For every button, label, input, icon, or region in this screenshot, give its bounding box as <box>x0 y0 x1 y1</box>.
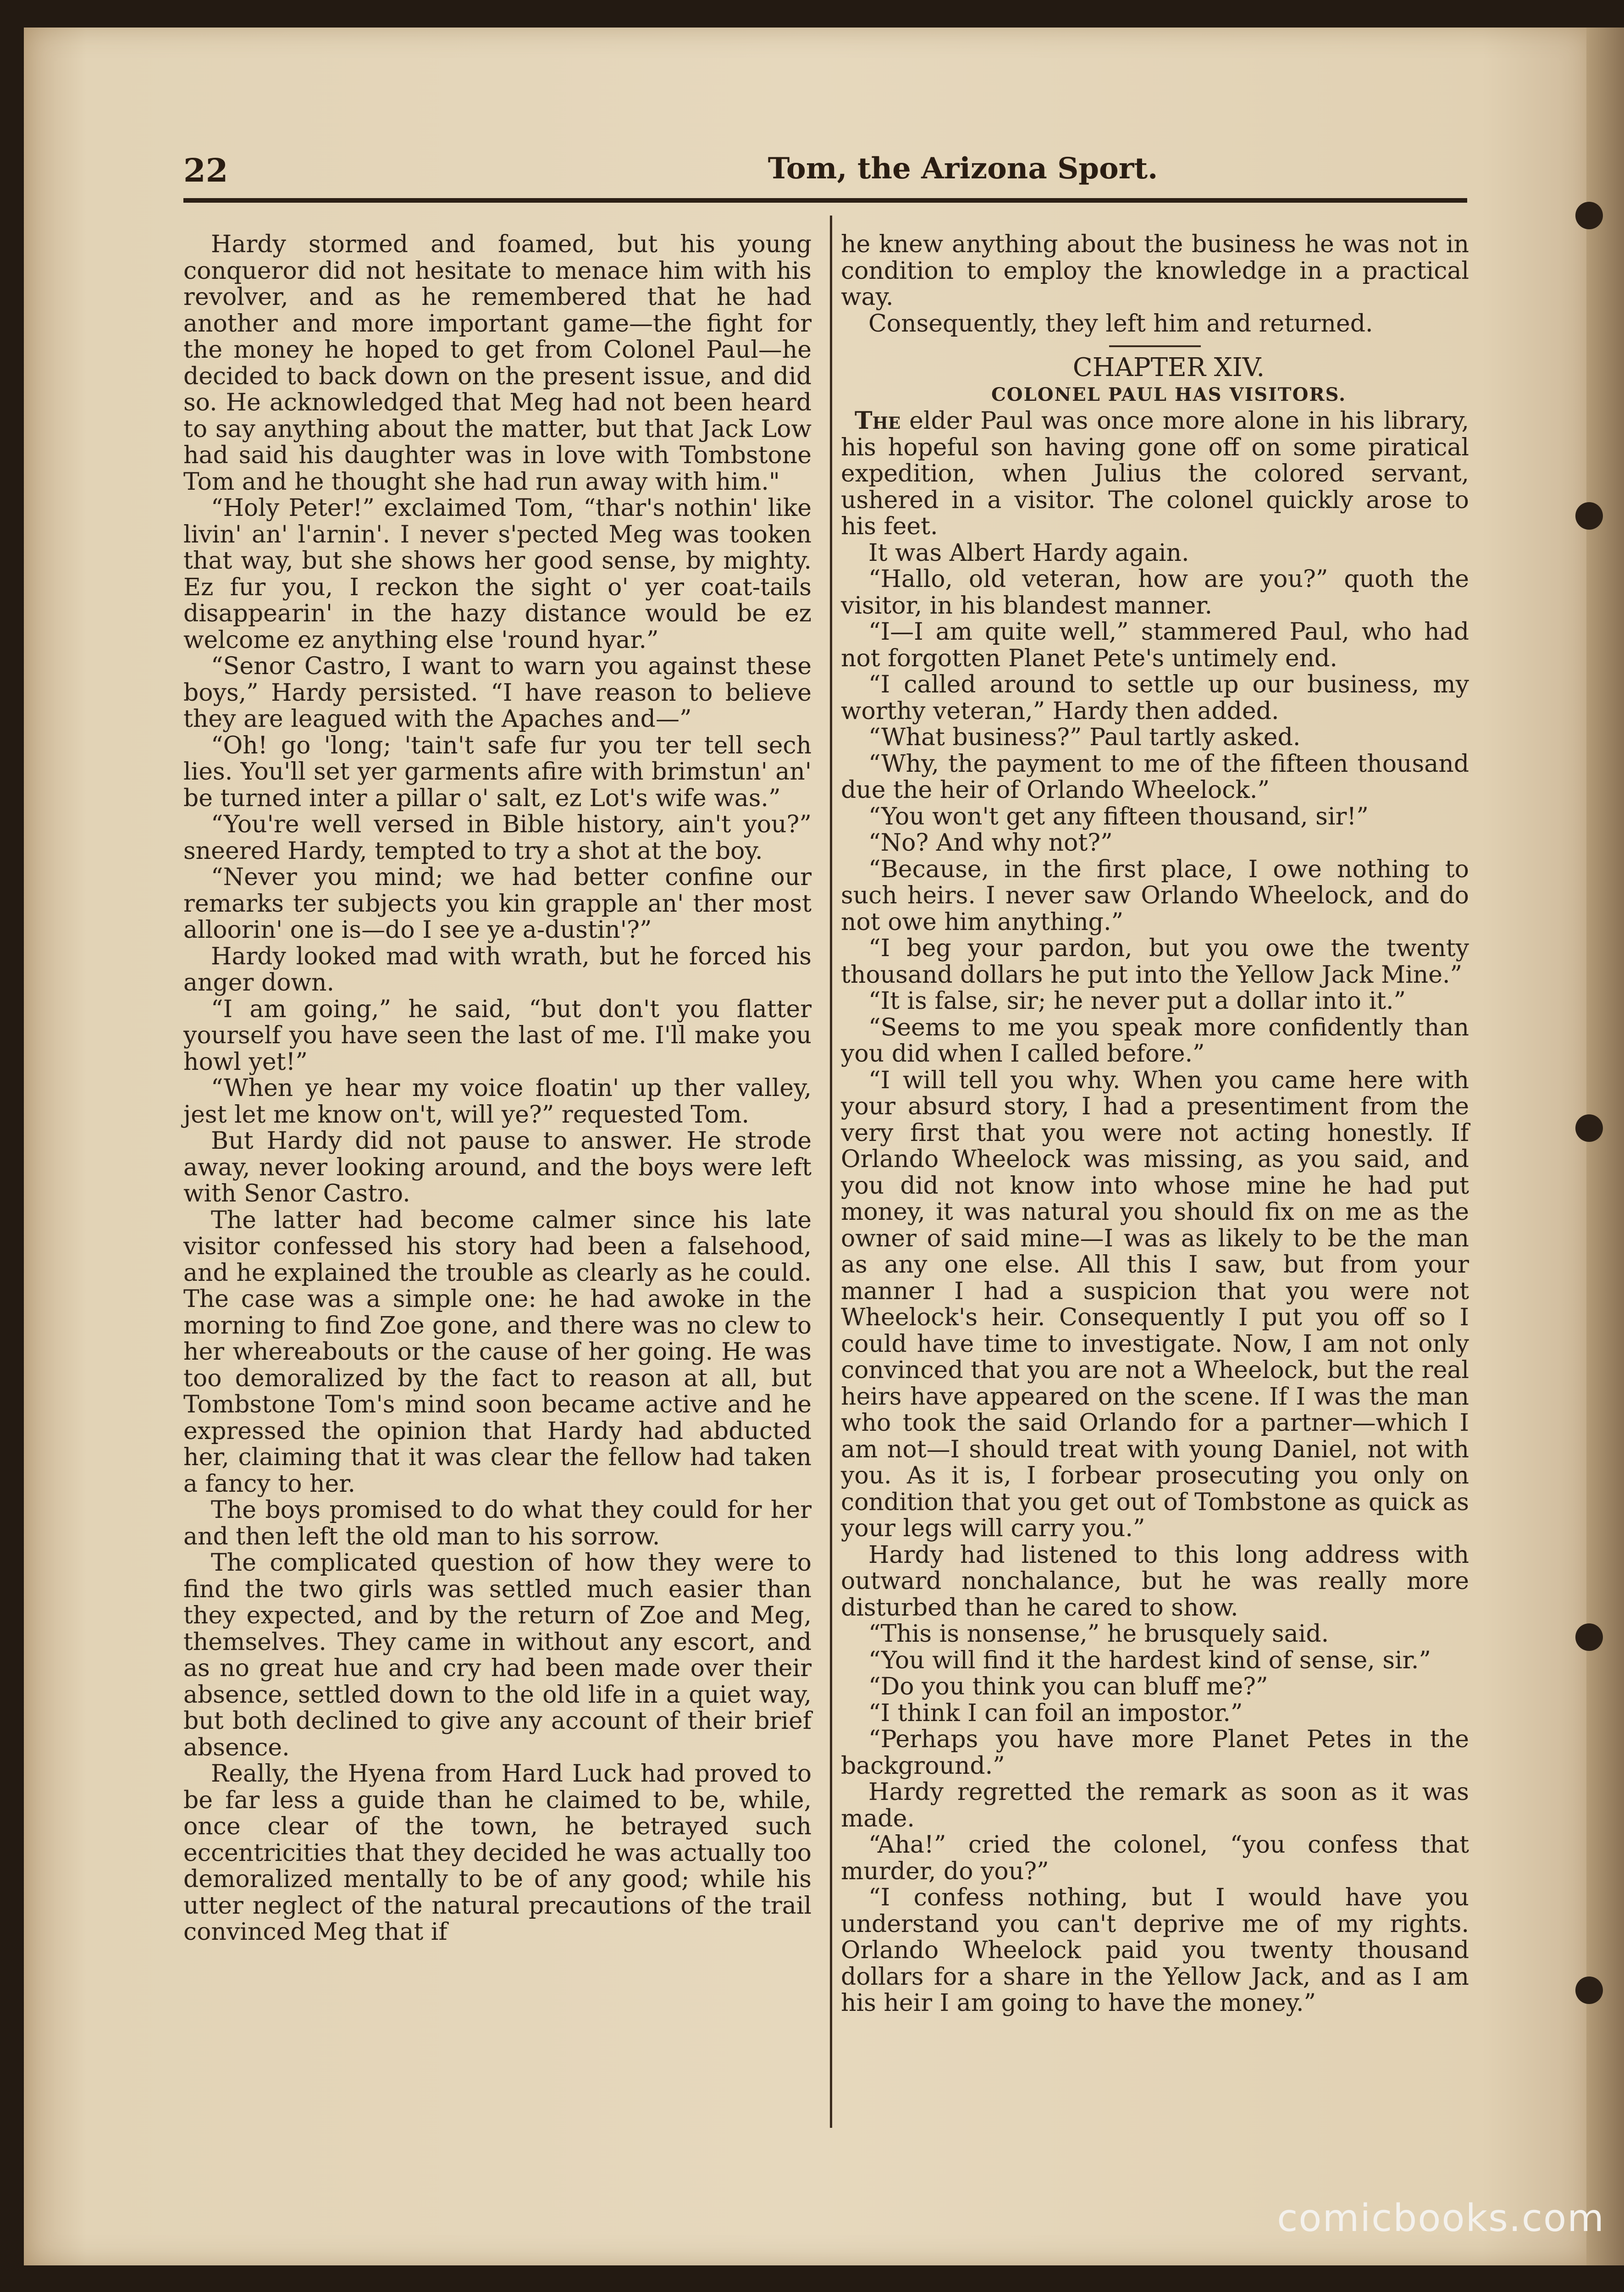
right-column <box>841 232 1469 2017</box>
binding-hole <box>1575 1114 1603 1142</box>
paragraph: “This is nonsense,” he brusquely said. <box>868 1620 1329 1648</box>
paragraph: “Because, in the first place, I owe nothing to such heirs. I never saw Orlando Wheelock, and do not owe him anything.” <box>841 855 1469 936</box>
paragraph: he knew anything about the business he was not in condition to employ the knowledge in a practical way. <box>841 231 1469 311</box>
chapter-rule <box>1109 345 1201 347</box>
binding-hole <box>1575 1976 1603 2004</box>
paragraph: “I—I am quite well,” stammered Paul, who had not forgotten Planet Pete's untimely end. <box>841 618 1469 672</box>
paragraph: “Seems to me you speak more confidently than you did when I called before.” <box>841 1013 1469 1068</box>
paragraph <box>841 408 1469 540</box>
chapter-heading: CHAPTER XIV. <box>1072 353 1265 382</box>
paragraph: “You will find it the hardest kind of sense, sir.” <box>868 1646 1431 1674</box>
paragraph: But Hardy did not pause to answer. He strode away, never looking around, and the boys were left with Senor Castro. <box>183 1127 812 1207</box>
paragraph: “Perhaps you have more Planet Petes in the background.” <box>841 1726 1469 1780</box>
paragraph: “You're well versed in Bible history, ain't you?” sneered Hardy, tempted to try a shot at the boy. <box>183 811 812 865</box>
binding-hole <box>1575 202 1603 229</box>
paragraph: Consequently, they left him and returned. <box>868 310 1373 338</box>
paragraph: Hardy had listened to this long address with outward nonchalance, but he was really more disturbed than he cared to show. <box>841 1541 1469 1622</box>
binding-hole <box>1575 502 1603 530</box>
chapter-subtitle: COLONEL PAUL HAS VISITORS. <box>991 384 1347 405</box>
paragraph: “When ye hear my voice floatin' up ther valley, jest let me know on't, will ye?” requested Tom. <box>183 1074 812 1129</box>
paragraph: Hardy regretted the remark as soon as it was made. <box>841 1778 1469 1832</box>
paragraph: It was Albert Hardy again. <box>868 539 1189 567</box>
binding-hole <box>1575 1623 1603 1651</box>
column-divider <box>830 216 832 2128</box>
watermark: comicbooks.com <box>1277 2197 1605 2240</box>
paragraph: The latter had become calmer since his late visitor confessed his story had been a falsehood, and he explained the trouble as clearly as he could. The case was a simple one: he had awoke in the morning to find Zoe gone, and there was no clew to her whereabouts or the cause of her going. He was too demoralized by the fact to reason at all, but Tombstone Tom's mind soon became active and he expressed the opinion that Hardy had abducted her, claiming that it was clear the fellow had taken a fancy to her. <box>183 1206 812 1498</box>
page-header <box>183 147 1467 202</box>
paragraph: “You won't get any fifteen thousand, sir!” <box>868 803 1369 830</box>
paragraph: Hardy stormed and foamed, but his young conqueror did not hesitate to menace him with his revolver, and as he remembered that he had another and more important game—the fight for the money he hoped to get from Colonel Paul—he decided to back down on the present issue, and did so. He acknowledged that Meg had not been heard to say anything about the matter, but that Jack Low had said his daughter was in love with Tombstone Tom and he thought she had run away with him." <box>183 231 812 496</box>
paragraph: “Never you mind; we had better confine our remarks ter subjects you kin grapple an' ther most alloorin' one is—do I see ye a-dustin'?” <box>183 864 812 944</box>
paragraph: “Oh! go 'long; 'tain't safe fur you ter tell sech lies. You'll set yer garments afire with brimstun' an' be turned inter a pillar o' salt, ez Lot's wife was.” <box>183 731 812 812</box>
paragraph: “I called around to settle up our business, my worthy veteran,” Hardy then added. <box>841 671 1469 725</box>
paragraph: Really, the Hyena from Hard Luck had proved to be far less a guide than he claimed to be, while, once clear of the town, he betrayed such eccentricities that they decided he was actually too demoralized mentally to be of any good; while his utter neglect of the natural precautions of the trail convinced Meg that if <box>183 1760 812 1946</box>
paragraph: “Holy Peter!” exclaimed Tom, “thar's nothin' like livin' an' l'arnin'. I never s'pected Meg was tooken that way, but she shows her good sense, by mighty. Ez fur you, I reckon the sight o' yer coat-tails disappearin' in the hazy distance would be ez welcome ez anything else 'round hyar.” <box>183 494 812 654</box>
paragraph: “No? And why not?” <box>868 829 1113 857</box>
paragraph: “I think I can foil an impostor.” <box>868 1699 1243 1727</box>
paragraph: “What business?” Paul tartly asked. <box>868 724 1301 751</box>
running-title: Tom, the Arizona Sport. <box>768 151 1158 186</box>
header-rule <box>183 198 1467 203</box>
page-spine <box>1586 28 1624 2265</box>
paragraph: The boys promised to do what they could for her and then left the old man to his sorrow. <box>183 1496 812 1550</box>
paragraph: “I am going,” he said, “but don't you flatter yourself you have seen the last of me. I'll make you howl yet!” <box>183 995 812 1076</box>
paragraph: “Why, the payment to me of the fifteen thousand due the heir of Orlando Wheelock.” <box>841 750 1469 804</box>
paragraph: “I beg your pardon, but you owe the twenty thousand dollars he put into the Yellow Jack Mine.” <box>841 935 1469 989</box>
paragraph: “I confess nothing, but I would have you understand you can't deprive me of my rights. Orlando Wheelock paid you twenty thousand dollars for a share in the Yellow Jack, and as I am his heir I am going to have the money.” <box>841 1884 1469 2017</box>
paragraph: “Aha!” cried the colonel, “you confess that murder, do you?” <box>841 1831 1469 1885</box>
left-column <box>183 232 812 1946</box>
paragraph: “It is false, sir; he never put a dollar into it.” <box>868 987 1406 1015</box>
paragraph: “I will tell you why. When you came here with your absurd story, I had a presentiment from the very first that you were not acting honestly. If Orlando Wheelock was missing, as you said, and you did not know into whose mine he had put money, it was natural you should fix on me as the owner of said mine—I was as likely to be the man as any one else. All this I saw, but from your manner I had a suspicion that you were not Wheelock's heir. Consequently I put you off so I could have time to investigate. Now, I am not only convinced that you are not a Wheelock, but the real heirs have appeared on the scene. If I was the man who took the said Orlando for a partner—which I am not—I should treat with young Daniel, not with you. As it is, I forbear prosecuting you only on condition that you get out of Tombstone as quick as your legs will carry you.” <box>841 1066 1469 1542</box>
chapter-first-paragraph: elder Paul was once more alone in his library, his hopeful son having gone off on some piratical expedition, when Julius the colored servant, ushered in a visitor. The colonel quickly arose to his feet. <box>841 407 1469 540</box>
paragraph: “Hallo, old veteran, how are you?” quoth the visitor, in his blandest manner. <box>841 565 1469 620</box>
paragraph: Hardy looked mad with wrath, but he forced his anger down. <box>183 942 812 997</box>
paragraph: The complicated question of how they were to find the two girls was settled much easier than they expected, and by the return of Zoe and Meg, themselves. They came in without any escort, and as no great hue and cry had been made over their absence, settled down to the old life in a quiet way, but both declined to give any account of their brief absence. <box>183 1549 812 1761</box>
page-number: 22 <box>183 151 228 189</box>
paragraph: “Senor Castro, I want to warn you against these boys,” Hardy persisted. “I have reason to believe they are leagued with the Apaches and—” <box>183 653 812 733</box>
dropcap-word: The <box>855 407 901 435</box>
paragraph: “Do you think you can bluff me?” <box>868 1673 1268 1700</box>
